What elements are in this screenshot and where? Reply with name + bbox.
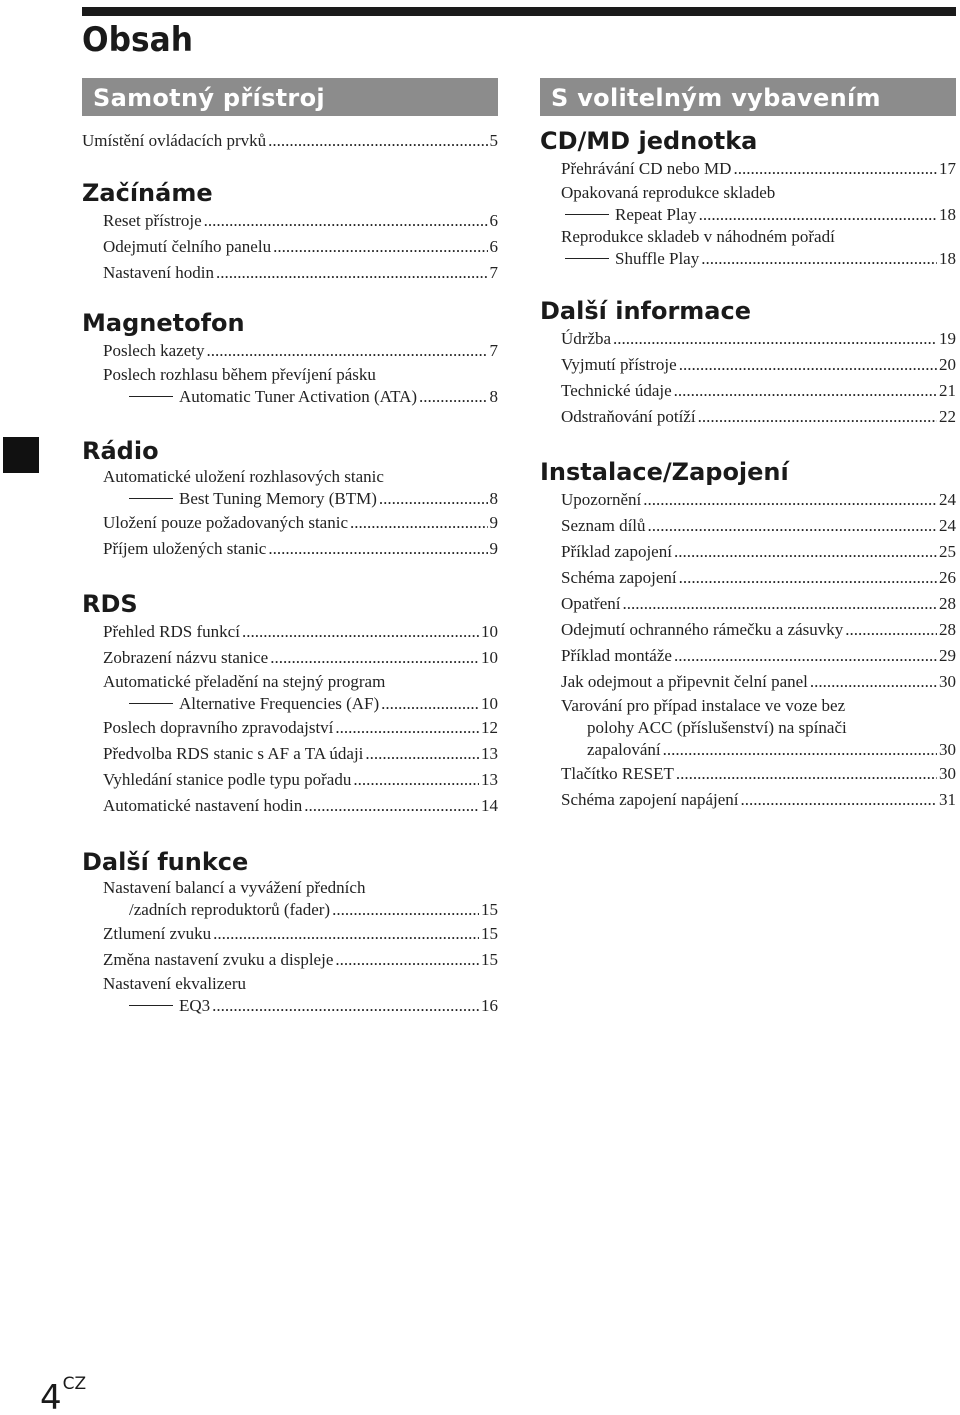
toc-entry-sublabel: Alternative Frequencies (AF) [179,694,380,713]
toc-entry-sublabel: Automatic Tuner Activation (ATA) [179,387,418,406]
toc-entry-label: Přehled RDS funkcí [103,622,240,641]
toc-entry-label: Reset přístroje [103,211,202,230]
toc-entry-label: Údržba [561,329,612,348]
page-title: Obsah [82,20,193,60]
toc-entry[interactable] [540,378,956,404]
leader-dots [663,739,937,761]
toc-entry-page: 9 [489,539,498,558]
section-title-dalsi-funkce: Další funkce [82,848,249,876]
right-column [540,78,956,813]
toc-entry-page: 16 [481,996,498,1015]
toc-entry-page: 22 [939,407,956,426]
side-tab-marker [3,437,39,473]
left-column [82,78,498,1017]
section-title-cdmd: CD/MD jednotka [540,127,758,155]
leader-dots [845,617,937,643]
toc-entry[interactable] [540,182,956,226]
toc-entry[interactable] [540,695,956,761]
toc-entry[interactable] [540,156,956,182]
toc-entry[interactable] [82,671,498,715]
leader-dots [353,767,479,793]
leader-dots [216,260,488,286]
leader-dots [810,669,937,695]
leader-dots [613,326,937,352]
section-banner-standalone: Samotný přístroj [82,78,498,116]
toc-entry-sublabel: Shuffle Play [615,249,700,268]
toc-entry-page: 25 [939,542,956,561]
toc-entry-label: Umístění ovládacích prvků [82,131,267,150]
leader-dots [242,619,479,645]
toc-entry[interactable] [540,487,956,513]
toc-entry[interactable] [540,404,956,430]
em-dash [129,396,173,397]
toc-entry[interactable] [82,947,498,973]
toc-entry-label: Varování pro případ instalace ve voze bez [561,696,846,715]
toc-entry[interactable] [82,921,498,947]
toc-entry-page: 21 [939,381,956,400]
toc-entry-page: 9 [489,513,498,532]
toc-entry-label: Příjem uložených stanic [103,539,267,558]
toc-entry[interactable] [540,226,956,270]
leader-dots [332,899,479,921]
section-title-rds: RDS [82,590,138,618]
leader-dots [335,947,479,973]
leader-dots [622,591,937,617]
leader-dots [350,510,488,536]
toc-entry-label: Automatické nastavení hodin [103,796,303,815]
toc-entry[interactable] [540,761,956,787]
leader-dots [674,539,937,565]
toc-entry[interactable] [540,643,956,669]
toc-entry-label: Odstraňování potíží [561,407,696,426]
em-dash [129,703,173,704]
toc-entry-sublabel: Best Tuning Memory (BTM) [179,489,377,508]
toc-entry[interactable] [82,767,498,793]
leader-dots [643,487,937,513]
toc-entry-page: 15 [481,924,498,943]
toc-entry-page: 17 [939,159,956,178]
toc-entry-page: 7 [489,263,498,282]
toc-entry[interactable] [82,877,498,921]
toc-entry[interactable] [82,208,498,234]
toc-entry-page: 31 [939,790,956,809]
toc-entry-page: 18 [939,205,956,224]
leader-dots [365,741,479,767]
toc-entry-page: 20 [939,355,956,374]
leader-dots [212,995,479,1017]
toc-entry-page: 30 [939,764,956,783]
toc-entry-page: 24 [939,490,956,509]
toc-entry-page: 10 [481,694,498,713]
toc-entry-page: 12 [481,718,498,737]
section-title-radio: Rádio [82,437,159,465]
toc-entry[interactable] [82,715,498,741]
toc-entry-page: 6 [489,211,498,230]
toc-entry-label: Tlačítko RESET [561,764,674,783]
toc-entry[interactable] [540,591,956,617]
toc-entry-label: Uložení pouze požadovaných stanic [103,513,348,532]
page-number [40,1373,87,1415]
leader-dots [679,565,937,591]
leader-dots [273,234,487,260]
toc-entry[interactable] [540,787,956,813]
page-language-code: CZ [62,1373,87,1394]
leader-dots [648,513,937,539]
toc-entry[interactable] [82,510,498,536]
toc-entry-label: Nastavení hodin [103,263,214,282]
em-dash [129,1005,173,1006]
leader-dots [699,204,937,226]
leader-dots [207,338,488,364]
toc-entry[interactable] [82,973,498,1017]
toc-entry-label: Příklad montáže [561,646,672,665]
toc-entry-page: 13 [481,744,498,763]
toc-entry[interactable] [82,536,498,562]
leader-dots [698,404,937,430]
toc-entry-page: 19 [939,329,956,348]
leader-dots [701,248,937,270]
toc-entry-label: Příklad zapojení [561,542,672,561]
toc-entry-label: Automatické přeladění na stejný program [103,672,386,691]
toc-entry[interactable] [82,260,498,286]
toc-entry-label: Přehrávání CD nebo MD [561,159,732,178]
toc-entry-label: Upozornění [561,490,642,509]
toc-entry-sublabel: zapalování [587,740,661,759]
toc-entry-sublabel: polohy ACC (příslušenství) na spínači [587,718,847,737]
toc-entry-page: 7 [489,341,498,360]
em-dash [565,258,609,259]
toc-entry-label: Odejmutí ochranného rámečku a zásuvky [561,620,844,639]
leader-dots [270,645,479,671]
toc-entry-page: 14 [481,796,498,815]
section-banner-optional: S volitelným vybavením [540,78,956,116]
toc-entry-label: Automatické uložení rozhlasových stanic [103,467,384,486]
toc-entry-label: Schéma zapojení [561,568,677,587]
section-title-dalsi-informace: Další informace [540,297,751,325]
toc-entry[interactable] [540,565,956,591]
toc-entry-label: Nastavení ekvalizeru [103,974,247,993]
toc-entry-label: Opatření [561,594,621,613]
toc-entry[interactable] [82,364,498,408]
toc-entry[interactable] [540,513,956,539]
toc-entry-label: Reprodukce skladeb v náhodném pořadí [561,227,835,246]
leader-dots [304,793,479,819]
leader-dots [733,156,937,182]
toc-entry[interactable] [82,741,498,767]
toc-entry[interactable] [82,234,498,260]
toc-entry-page: 8 [489,489,498,508]
toc-entry-page: 28 [939,620,956,639]
toc-entry-page: 13 [481,770,498,789]
leader-dots [379,488,488,510]
leader-dots [268,536,487,562]
toc-entry[interactable] [540,326,956,352]
leader-dots [268,128,487,154]
toc-entry-page: 28 [939,594,956,613]
leader-dots [740,787,937,813]
toc-entry-page: 8 [489,387,498,406]
toc-entry-page: 10 [481,622,498,641]
toc-entry-page: 15 [481,950,498,969]
toc-entry-label: Poslech rozhlasu během převíjení pásku [103,365,376,384]
leader-dots [679,352,937,378]
section-title-magnetofon: Magnetofon [82,309,245,337]
toc-entry[interactable] [540,669,956,695]
toc-entry[interactable] [82,338,498,364]
toc-entry-label: Nastavení balancí a vyvážení předních [103,878,366,897]
toc-entry-page: 30 [939,740,956,759]
toc-entry-page: 15 [481,900,498,919]
page-number-value: 4 [40,1378,62,1415]
toc-entry[interactable] [540,352,956,378]
toc-entry-label: Vyhledání stanice podle typu pořadu [103,770,352,789]
toc-entry[interactable] [82,466,498,510]
toc-entry[interactable] [82,128,498,154]
toc-entry-page: 6 [489,237,498,256]
toc-entry-label: Seznam dílů [561,516,646,535]
top-rule [82,7,956,16]
toc-entry[interactable] [82,793,498,819]
toc-entry-label: Vyjmutí přístroje [561,355,677,374]
em-dash [565,214,609,215]
toc-entry-page: 30 [939,672,956,691]
toc-entry-page: 29 [939,646,956,665]
toc-entry-sublabel: EQ3 [179,996,211,1015]
leader-dots [381,693,479,715]
toc-entry-label: Schéma zapojení napájení [561,790,739,809]
toc-entry[interactable] [82,645,498,671]
leader-dots [204,208,488,234]
toc-entry-label: Ztlumení zvuku [103,924,212,943]
toc-entry-page: 24 [939,516,956,535]
toc-entry-label: Zobrazení názvu stanice [103,648,269,667]
leader-dots [335,715,479,741]
toc-entry-sublabel: /zadních reproduktorů (fader) [129,900,331,919]
toc-entry-page: 26 [939,568,956,587]
toc-entry-page: 10 [481,648,498,667]
section-title-zaciname: Začínáme [82,179,213,207]
toc-entry[interactable] [82,619,498,645]
section-title-instalace: Instalace/Zapojení [540,458,789,486]
toc-entry-label: Odejmutí čelního panelu [103,237,272,256]
toc-entry-label: Jak odejmout a připevnit čelní panel [561,672,808,691]
toc-entry-page: 5 [489,131,498,150]
toc-entry-label: Předvolba RDS stanic s AF a TA údaji [103,744,364,763]
leader-dots [676,761,937,787]
em-dash [129,498,173,499]
toc-entry-page: 18 [939,249,956,268]
leader-dots [419,386,487,408]
toc-entry-label: Změna nastavení zvuku a displeje [103,950,334,969]
toc-entry-sublabel: Repeat Play [615,205,697,224]
leader-dots [674,643,937,669]
leader-dots [213,921,479,947]
toc-entry-label: Poslech kazety [103,341,205,360]
toc-entry-label: Poslech dopravního zpravodajství [103,718,334,737]
toc-entry-label: Technické údaje [561,381,672,400]
toc-entry-label: Opakovaná reprodukce skladeb [561,183,776,202]
leader-dots [674,378,937,404]
toc-entry[interactable] [540,539,956,565]
toc-entry[interactable] [540,617,956,643]
